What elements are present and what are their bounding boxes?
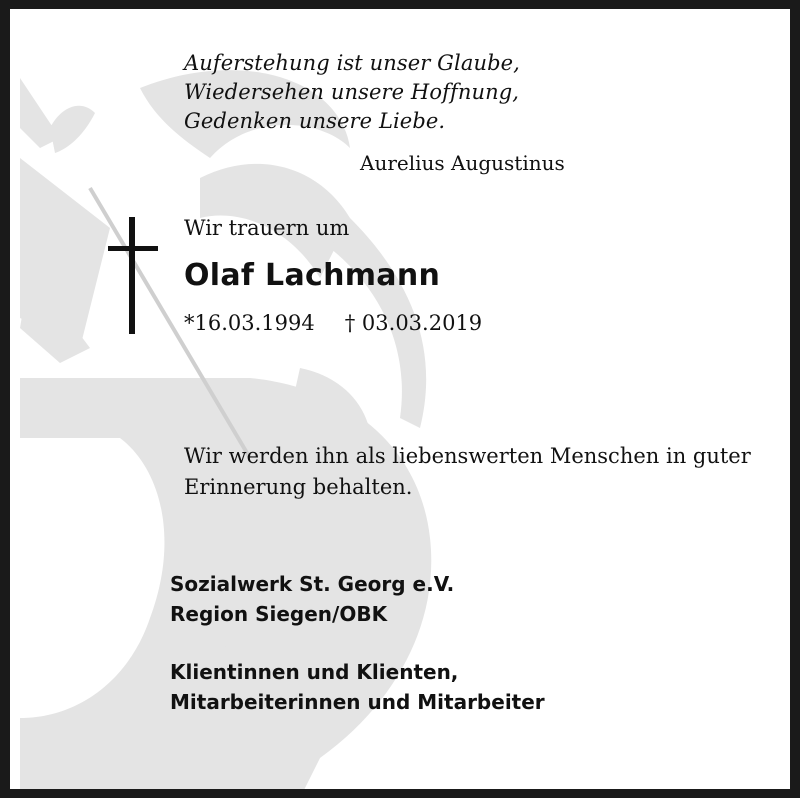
deceased-name: Olaf Lachmann bbox=[184, 258, 441, 293]
mourning-intro: Wir trauern um bbox=[184, 216, 350, 240]
organization-region: Region Siegen/OBK bbox=[170, 602, 388, 626]
memorial-message bbox=[184, 441, 751, 503]
mourners-signature bbox=[170, 657, 545, 717]
memorial-quote bbox=[184, 49, 520, 136]
organization-signature bbox=[170, 569, 454, 629]
cross-icon bbox=[108, 217, 158, 334]
message-line: Erinnerung behalten. bbox=[184, 475, 413, 499]
death-date: † 03.03.2019 bbox=[344, 311, 483, 335]
birth-date: *16.03.1994 bbox=[184, 311, 315, 335]
quote-line: Wiedersehen unsere Hoffnung, bbox=[184, 80, 520, 104]
mourners-line: Klientinnen und Klienten, bbox=[170, 660, 459, 684]
organization-name: Sozialwerk St. Georg e.V. bbox=[170, 572, 455, 596]
mourners-line: Mitarbeiterinnen und Mitarbeiter bbox=[170, 690, 545, 714]
quote-author: Aurelius Augustinus bbox=[360, 151, 565, 175]
quote-line: Gedenken unsere Liebe. bbox=[184, 109, 446, 133]
life-dates bbox=[184, 311, 482, 335]
message-line: Wir werden ihn als liebenswerten Menschen in guter bbox=[184, 444, 751, 468]
quote-line: Auferstehung ist unser Glaube, bbox=[184, 51, 520, 75]
